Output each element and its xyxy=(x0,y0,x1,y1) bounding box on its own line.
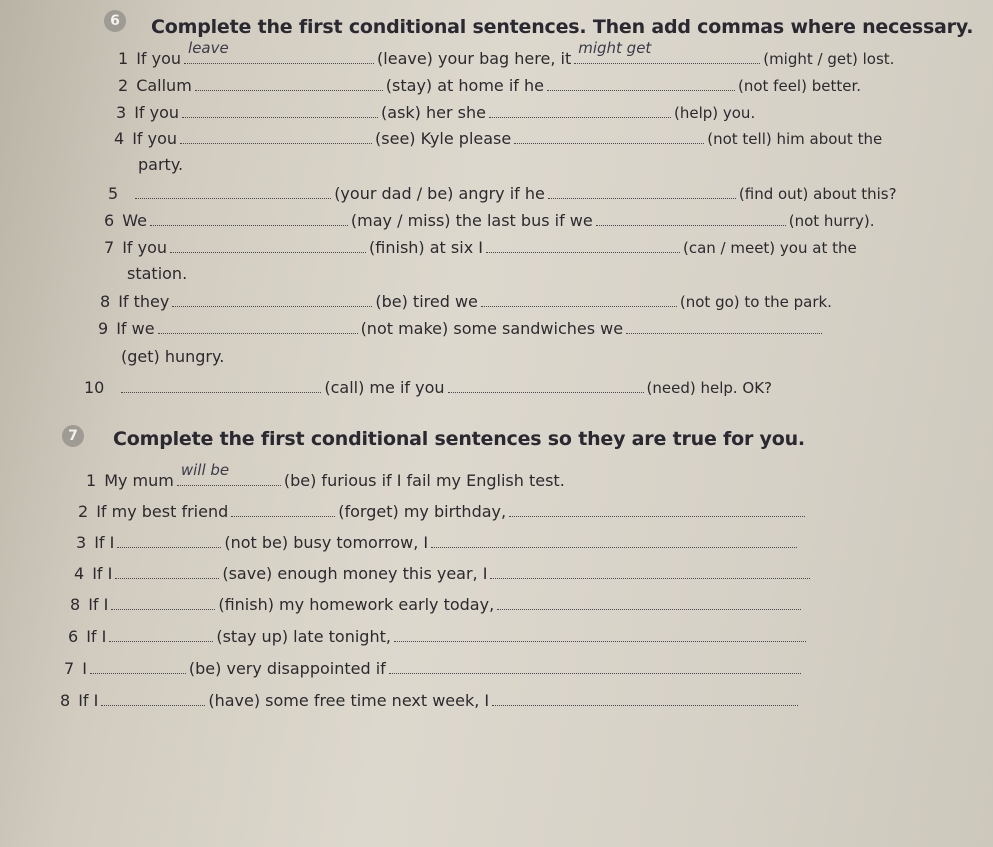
ex6-item-2 xyxy=(118,75,861,97)
ex6-item-5 xyxy=(108,183,897,205)
item-number: 10 xyxy=(84,378,105,397)
item-number: 6 xyxy=(68,627,79,646)
exercise-6-badge: 6 xyxy=(104,10,126,32)
answer-blank[interactable] xyxy=(394,627,806,642)
item-text-a: If I xyxy=(78,691,99,710)
answer-blank[interactable] xyxy=(574,39,760,64)
item-number: 8 xyxy=(70,595,81,614)
handwritten-answer: might get xyxy=(578,39,652,57)
ex6-item-10 xyxy=(84,377,772,399)
item-number: 9 xyxy=(98,319,109,338)
item-text-c: (not go) to the park. xyxy=(679,293,832,311)
answer-blank[interactable] xyxy=(486,238,680,253)
item-number: 2 xyxy=(78,502,89,521)
ex6-item-9-cont xyxy=(121,346,224,368)
item-text-a: If you xyxy=(122,238,168,257)
item-text-d: party. xyxy=(138,155,184,174)
answer-blank[interactable] xyxy=(135,184,331,199)
answer-blank[interactable] xyxy=(115,564,219,579)
item-text-b: (leave) your bag here, it xyxy=(377,49,572,68)
item-text-a: If my best friend xyxy=(96,502,229,521)
answer-blank[interactable] xyxy=(547,76,735,91)
item-text-a: If they xyxy=(118,292,170,311)
answer-blank[interactable] xyxy=(117,533,221,548)
answer-blank[interactable] xyxy=(231,502,335,517)
ex7-item-5 xyxy=(70,594,804,616)
item-text-c: (not feel) better. xyxy=(738,77,862,95)
ex7-item-1 xyxy=(86,461,565,492)
answer-blank[interactable] xyxy=(489,103,671,118)
answer-blank[interactable] xyxy=(195,76,383,91)
item-number: 8 xyxy=(100,292,111,311)
answer-blank[interactable] xyxy=(180,129,372,144)
item-number: 4 xyxy=(114,129,125,148)
exercise-7-title: Complete the first conditional sentences so they are true for you. xyxy=(113,428,805,450)
item-number: 7 xyxy=(104,238,115,257)
item-text-b: (not be) busy tomorrow, I xyxy=(224,533,429,552)
ex7-item-6 xyxy=(68,626,809,648)
answer-blank[interactable] xyxy=(150,211,348,226)
item-text-b: (not make) some sandwiches we xyxy=(360,319,624,338)
answer-blank[interactable] xyxy=(596,211,786,226)
item-text-b: (call) me if you xyxy=(324,378,445,397)
item-text-b: (may / miss) the last bus if we xyxy=(350,211,593,230)
ex6-item-4 xyxy=(114,128,882,150)
item-text-a: If you xyxy=(134,103,180,122)
answer-blank[interactable] xyxy=(109,627,213,642)
ex6-item-7 xyxy=(104,237,857,259)
item-number: 4 xyxy=(74,564,85,583)
item-text-b: (your dad / be) angry if he xyxy=(334,184,545,203)
answer-blank[interactable] xyxy=(626,319,822,334)
item-text-b: (stay up) late tonight, xyxy=(216,627,391,646)
answer-blank[interactable] xyxy=(431,533,797,548)
answer-blank[interactable] xyxy=(177,461,281,486)
answer-blank[interactable] xyxy=(184,39,374,64)
handwritten-answer: will be xyxy=(180,461,230,479)
item-text-b: (finish) my homework early today, xyxy=(218,595,495,614)
ex7-item-4 xyxy=(74,563,813,585)
item-number: 5 xyxy=(108,184,119,203)
item-text-a: If I xyxy=(94,533,115,552)
ex6-item-8 xyxy=(100,291,832,313)
item-text-b: (see) Kyle please xyxy=(375,129,512,148)
ex7-item-3 xyxy=(76,532,800,554)
item-text-c: (might / get) lost. xyxy=(763,50,895,68)
item-text-a: If I xyxy=(92,564,113,583)
item-text-d: (get) hungry. xyxy=(121,347,225,366)
answer-blank[interactable] xyxy=(514,129,704,144)
answer-blank[interactable] xyxy=(101,691,205,706)
answer-blank[interactable] xyxy=(172,292,372,307)
item-text-b: (save) enough money this year, I xyxy=(222,564,488,583)
item-number: 8 xyxy=(60,691,71,710)
item-text-b: (forget) my birthday, xyxy=(338,502,507,521)
item-text-a: If we xyxy=(116,319,155,338)
answer-blank[interactable] xyxy=(448,378,644,393)
answer-blank[interactable] xyxy=(111,595,215,610)
exercise-7-badge: 7 xyxy=(62,425,84,447)
item-text-b: (have) some free time next week, I xyxy=(208,691,490,710)
answer-blank[interactable] xyxy=(182,103,378,118)
item-text-a: I xyxy=(82,659,87,678)
ex7-item-2 xyxy=(78,501,808,523)
ex6-item-1 xyxy=(118,39,895,70)
answer-blank[interactable] xyxy=(158,319,358,334)
answer-blank[interactable] xyxy=(509,502,805,517)
answer-blank[interactable] xyxy=(389,659,801,674)
item-text-b: (ask) her she xyxy=(381,103,486,122)
ex6-item-9 xyxy=(98,318,825,340)
ex6-item-4-cont xyxy=(138,154,183,176)
item-number: 3 xyxy=(116,103,127,122)
item-text-c: (not hurry). xyxy=(788,212,875,230)
item-text-b: (stay) at home if he xyxy=(385,76,544,95)
item-number: 1 xyxy=(118,49,129,68)
item-number: 2 xyxy=(118,76,129,95)
item-text-c: (help) you. xyxy=(673,104,756,122)
answer-blank[interactable] xyxy=(121,378,321,393)
item-number: 3 xyxy=(76,533,87,552)
answer-blank[interactable] xyxy=(548,184,736,199)
answer-blank[interactable] xyxy=(90,659,186,674)
item-text-c: (need) help. OK? xyxy=(646,379,773,397)
item-text-b: (be) furious if I fail my English test. xyxy=(283,471,565,490)
handwritten-answer: leave xyxy=(188,39,229,57)
item-text-a: My mum xyxy=(104,471,174,490)
ex6-item-6 xyxy=(104,210,875,232)
answer-blank[interactable] xyxy=(492,691,798,706)
answer-blank[interactable] xyxy=(497,595,801,610)
item-text-a: If you xyxy=(132,129,178,148)
item-number: 7 xyxy=(64,659,75,678)
item-text-b: (be) very disappointed if xyxy=(188,659,386,678)
item-text-c: (find out) about this? xyxy=(738,185,897,203)
item-text-b: (finish) at six I xyxy=(369,238,483,257)
ex7-item-8 xyxy=(60,690,801,712)
item-text-a: If you xyxy=(136,49,182,68)
item-text-a: We xyxy=(122,211,147,230)
answer-blank[interactable] xyxy=(481,292,677,307)
item-text-d: station. xyxy=(127,264,188,283)
answer-blank[interactable] xyxy=(170,238,366,253)
item-text-c: (not tell) him about the xyxy=(707,130,883,148)
answer-blank[interactable] xyxy=(490,564,810,579)
ex6-item-3 xyxy=(116,102,755,124)
item-text-a: If I xyxy=(86,627,107,646)
ex7-item-7 xyxy=(64,658,804,680)
item-text-b: (be) tired we xyxy=(375,292,478,311)
ex6-item-7-cont xyxy=(127,263,187,285)
item-text-c: (can / meet) you at the xyxy=(682,239,857,257)
item-number: 1 xyxy=(86,471,97,490)
item-text-a: Callum xyxy=(136,76,192,95)
item-number: 6 xyxy=(104,211,115,230)
item-text-a: If I xyxy=(88,595,109,614)
exercise-6-title: Complete the first conditional sentences. Then add commas where necessary. xyxy=(151,16,974,38)
